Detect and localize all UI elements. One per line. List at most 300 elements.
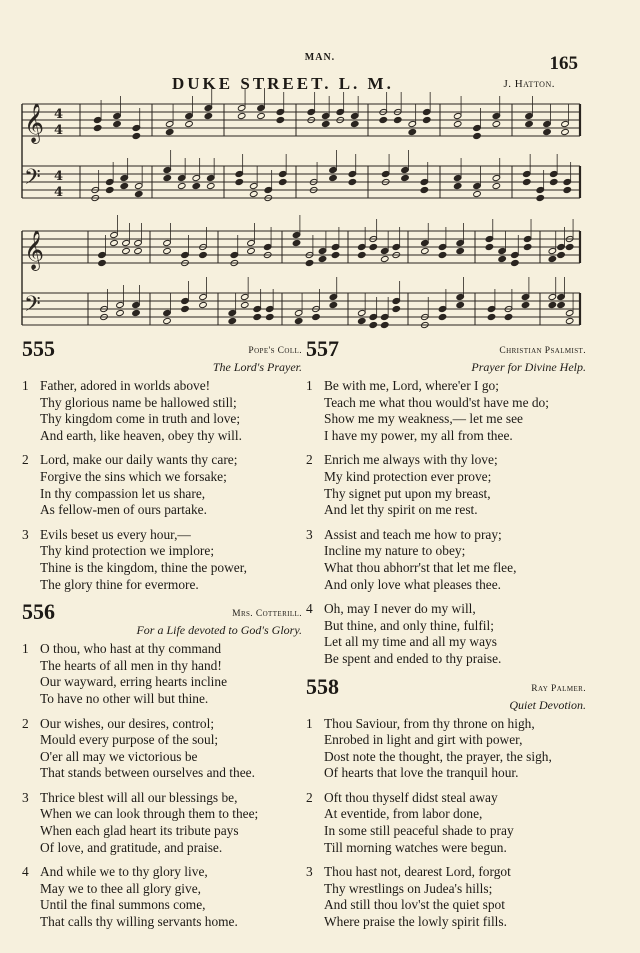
note-head [250, 190, 258, 197]
note-head [408, 128, 416, 135]
note-head [110, 239, 118, 246]
verse-line [22, 897, 302, 914]
note-head [279, 178, 287, 185]
note-head [264, 186, 272, 193]
note-head [523, 243, 531, 250]
verse-text: And still thou lov'st the quiet spot [324, 897, 505, 913]
note-head [93, 116, 101, 123]
verse-text: Mould every purpose of the soul; [40, 732, 219, 748]
note-head [207, 174, 215, 181]
left-column [22, 338, 302, 939]
verse-text: That calls thy willing servants home. [40, 914, 238, 930]
note-head [230, 251, 238, 258]
note-head [98, 251, 106, 258]
hymn-number: 558 [306, 673, 339, 699]
verse-line [22, 527, 302, 544]
verse-text: But thine, and only thine, fulfil; [324, 617, 494, 633]
verse-text: Lord, make our daily wants thy care; [40, 452, 238, 468]
time-signature: 4 [54, 169, 64, 184]
note-head [421, 247, 429, 254]
note-head [241, 301, 249, 308]
verse-line [22, 914, 302, 931]
note-head [132, 124, 140, 131]
note-head [498, 247, 506, 254]
verse-line [22, 840, 302, 857]
verse-line [306, 765, 586, 782]
note-head [561, 128, 569, 135]
verse-line [22, 790, 302, 807]
verse-text: Assist and teach me how to pray; [324, 526, 502, 542]
verse-line [22, 486, 302, 503]
note-head [381, 313, 389, 320]
note-head [453, 182, 461, 189]
verse-line [306, 634, 586, 651]
note-head [178, 174, 186, 181]
verse-line [306, 601, 586, 618]
note-head [548, 301, 556, 308]
note-head [423, 116, 431, 123]
note-head [548, 255, 556, 262]
note-head [181, 305, 189, 312]
note-head [438, 305, 446, 312]
verse-line [306, 527, 586, 544]
verse-text: O thou, who hast at thy command [40, 641, 222, 657]
verse-line [22, 502, 302, 519]
verse-text: I have my power, my all from thee. [324, 427, 513, 443]
note-head [453, 112, 461, 119]
note-head [266, 313, 274, 320]
note-head [485, 243, 493, 250]
verse-text: Incline my nature to obey; [324, 543, 466, 559]
stanza-number: 3 [22, 526, 29, 542]
note-head [307, 108, 315, 115]
note-head [525, 112, 533, 119]
verse-line [22, 691, 302, 708]
note-head [392, 305, 400, 312]
verse-text: What thou abhorr'st that let me flee, [324, 559, 517, 575]
verse-text: O'er all may we victorious be [40, 748, 198, 764]
note-head [348, 178, 356, 185]
note-head [135, 182, 143, 189]
verse-text: Be with me, Lord, where'er I go; [324, 378, 499, 393]
note-head [237, 112, 245, 119]
note-head [438, 313, 446, 320]
note-head [116, 301, 124, 308]
note-head [557, 301, 565, 308]
stanza [22, 716, 302, 782]
note-head [181, 251, 189, 258]
note-head [235, 178, 243, 185]
stanza-number: 3 [306, 864, 313, 880]
note-head [348, 170, 356, 177]
note-head [421, 239, 429, 246]
stanza [22, 527, 302, 593]
note-head [381, 255, 389, 262]
verse-text: Of hearts that love the tranquil hour. [324, 765, 519, 781]
verse-line [22, 864, 302, 881]
verse-text: Thy glorious name be hallowed still; [40, 394, 237, 410]
note-head [565, 309, 573, 316]
note-head [204, 104, 212, 111]
verse-line [22, 823, 302, 840]
note-head [185, 112, 193, 119]
note-head [456, 293, 464, 300]
note-head [163, 166, 171, 173]
verse-line [22, 560, 302, 577]
note-head [250, 182, 258, 189]
note-head [93, 124, 101, 131]
note-head [492, 182, 500, 189]
note-head [358, 251, 366, 258]
verse-line [306, 618, 586, 635]
note-head [322, 112, 330, 119]
stanza [22, 452, 302, 518]
note-head [318, 255, 326, 262]
note-head [453, 120, 461, 127]
verse-line [306, 732, 586, 749]
verse-text: Dost note the thought, the prayer, the sigh, [324, 748, 552, 764]
verse-text: Enrich me always with thy love; [324, 452, 498, 468]
note-head [294, 309, 302, 316]
verse-text: To have no other will but thine. [40, 690, 209, 706]
verse-line [306, 428, 586, 445]
time-signature: 4 [54, 123, 64, 138]
stanza [22, 864, 302, 930]
note-head [106, 186, 114, 193]
note-head [113, 112, 121, 119]
note-head [523, 235, 531, 242]
note-head [116, 309, 124, 316]
note-head [420, 186, 428, 193]
verse-line [306, 864, 586, 881]
note-head [456, 247, 464, 254]
verse-line [22, 378, 302, 395]
note-head [401, 166, 409, 173]
verse-line [22, 641, 302, 658]
note-head [420, 178, 428, 185]
note-head [550, 178, 558, 185]
note-head [369, 313, 377, 320]
note-head [358, 243, 366, 250]
hymn-subtitle: For a Life devoted to God's Glory. [136, 623, 302, 638]
note-head [276, 116, 284, 123]
stanza-number: 1 [22, 641, 29, 657]
note-head [456, 301, 464, 308]
verse-line [22, 716, 302, 733]
note-head [292, 231, 300, 238]
note-head [263, 243, 271, 250]
page-number: 165 [549, 53, 578, 74]
note-head [557, 251, 565, 258]
note-head [178, 182, 186, 189]
note-head [199, 293, 207, 300]
verse-text: That stands between ourselves and thee. [40, 765, 255, 781]
note-head [204, 112, 212, 119]
running-head: MAN. [304, 52, 336, 63]
verse-line [22, 806, 302, 823]
verse-text: Of love, and gratitude, and praise. [40, 839, 223, 855]
note-head [181, 297, 189, 304]
note-head [192, 182, 200, 189]
verse-text: Thrice blest will all our blessings be, [40, 789, 238, 805]
verse-line [22, 395, 302, 412]
verse-text: Evils beset us every hour,— [40, 526, 191, 542]
verse-line [306, 806, 586, 823]
right-column [306, 338, 586, 939]
verse-line [306, 543, 586, 560]
verse-text: Our wayward, erring hearts incline [40, 674, 228, 690]
verse-line [22, 765, 302, 782]
note-head [456, 239, 464, 246]
note-head [331, 243, 339, 250]
note-head [473, 190, 481, 197]
note-head [237, 104, 245, 111]
note-head [521, 293, 529, 300]
note-head [106, 178, 114, 185]
verse-line [22, 674, 302, 691]
verse-text: Teach me what thou would'st have me do; [324, 394, 549, 410]
stanza-number: 2 [22, 715, 29, 731]
verse-text: Thou hast not, dearest Lord, forgot [324, 864, 511, 880]
note-head [394, 116, 402, 123]
note-head [120, 174, 128, 181]
note-head [511, 251, 519, 258]
note-head [563, 178, 571, 185]
verse-line [306, 486, 586, 503]
note-head [163, 247, 171, 254]
verse-text: Enrobed in light and girt with power, [324, 732, 523, 748]
hymn-source: Pope's Coll. [248, 346, 302, 356]
verse-text: Oft thou thyself didst steal away [324, 789, 498, 805]
verse-text: My kind protection ever prove; [324, 468, 492, 484]
verse-line [306, 452, 586, 469]
note-head [322, 120, 330, 127]
hymn-number: 556 [22, 599, 55, 625]
note-head [132, 132, 140, 139]
stanza [22, 378, 302, 444]
verse-line [22, 732, 302, 749]
verse-line [306, 840, 586, 857]
hymn-number: 557 [306, 336, 339, 361]
note-head [163, 239, 171, 246]
note-head [110, 231, 118, 238]
note-head [253, 313, 261, 320]
note-head [120, 182, 128, 189]
verse-text: At eventide, from labor done, [324, 806, 483, 822]
hymn-subtitle: The Lord's Prayer. [212, 360, 302, 374]
verse-text: And only love what pleases thee. [324, 576, 502, 592]
note-head [305, 259, 313, 266]
note-head [492, 120, 500, 127]
note-head [523, 178, 531, 185]
verse-line [22, 411, 302, 428]
verse-line [22, 543, 302, 560]
note-head [536, 186, 544, 193]
note-head [329, 293, 337, 300]
note-head [257, 104, 265, 111]
verse-text: Thy kind protection we implore; [40, 543, 215, 559]
stanza [306, 452, 586, 518]
note-head [543, 128, 551, 135]
note-head [329, 166, 337, 173]
verse-text: Until the final summons come, [40, 897, 206, 913]
hymn-header [306, 673, 586, 699]
note-head [565, 243, 573, 250]
verse-text: In some still peaceful shade to pray [324, 823, 514, 839]
note-head [498, 255, 506, 262]
verse-text: And while we to thy glory live, [40, 864, 208, 880]
verse-text: When we can look through them to thee; [40, 806, 259, 822]
hymn-source: Ray Palmer. [531, 683, 586, 694]
stanza-number: 3 [306, 526, 313, 542]
stanza-number: 1 [306, 378, 313, 393]
note-head [485, 235, 493, 242]
note-head [550, 170, 558, 177]
verse-text: Oh, may I never do my will, [324, 601, 476, 617]
tune-title: DUKE STREET. L. M. [172, 74, 394, 93]
verse-text: The glory thine for evermore. [40, 576, 199, 592]
note-head [266, 305, 274, 312]
note-head [521, 301, 529, 308]
hymn-header [22, 338, 302, 360]
stanza-number: 1 [306, 715, 313, 731]
verse-text: Thy wrestlings on Judea's hills; [324, 880, 493, 896]
verse-text: As fellow-men of ours partake. [40, 502, 207, 518]
hymn-557 [306, 338, 586, 668]
verse-text: Father, adored in worlds above! [40, 378, 211, 393]
stanza [306, 527, 586, 593]
note-head [392, 243, 400, 250]
verse-line [306, 651, 586, 668]
note-head [163, 309, 171, 316]
note-head [132, 309, 140, 316]
note-head [379, 116, 387, 123]
verse-line [22, 577, 302, 594]
verse-line [22, 749, 302, 766]
note-head [228, 317, 236, 324]
verse-text: Our wishes, our desires, control; [40, 715, 215, 731]
note-head [336, 108, 344, 115]
note-head [98, 259, 106, 266]
note-head [199, 251, 207, 258]
treble-clef-icon: 𝄞 [24, 230, 45, 270]
verse-line [306, 749, 586, 766]
note-head [132, 301, 140, 308]
stanza-number: 2 [306, 789, 313, 805]
note-head [557, 243, 565, 250]
note-head [511, 259, 519, 266]
verse-line [306, 716, 586, 733]
verse-text: Thy kingdom come in truth and love; [40, 411, 241, 427]
time-signature: 4 [54, 185, 64, 200]
note-head [492, 112, 500, 119]
verse-line [306, 881, 586, 898]
stanza-number: 3 [22, 789, 29, 805]
note-head [294, 317, 302, 324]
note-head [235, 170, 243, 177]
stanza [306, 601, 586, 667]
stanza [306, 864, 586, 930]
note-head [408, 120, 416, 127]
hymn-number: 555 [22, 336, 55, 361]
verse-line [306, 560, 586, 577]
stanza [306, 716, 586, 782]
note-head [135, 190, 143, 197]
note-head [185, 120, 193, 127]
treble-clef-icon: 𝄞 [24, 103, 45, 143]
verse-text: And earth, like heaven, obey thy will. [40, 427, 242, 443]
hymn-556 [22, 601, 302, 931]
verse-line [306, 411, 586, 428]
note-head [557, 293, 565, 300]
time-signature: 4 [54, 107, 64, 122]
stanza [306, 790, 586, 856]
note-head [381, 170, 389, 177]
note-head [312, 313, 320, 320]
verse-line [306, 577, 586, 594]
note-head [369, 243, 377, 250]
verse-text: And let thy spirit on me rest. [324, 502, 478, 518]
note-head [487, 313, 495, 320]
bass-clef-icon: 𝄢 [24, 165, 41, 195]
note-head [351, 120, 359, 127]
note-head [381, 321, 389, 328]
note-head [473, 124, 481, 131]
note-head [165, 120, 173, 127]
note-head [247, 247, 255, 254]
music-score [0, 0, 640, 335]
note-head [253, 305, 261, 312]
verse-text: Forgive the sins which we forsake; [40, 468, 227, 484]
note-head [207, 182, 215, 189]
stanza [22, 790, 302, 856]
note-head [292, 239, 300, 246]
note-head [331, 251, 339, 258]
note-head [351, 112, 359, 119]
note-head [536, 194, 544, 201]
stanza-number: 1 [22, 378, 29, 393]
note-head [492, 174, 500, 181]
note-head [165, 128, 173, 135]
note-head [257, 112, 265, 119]
verse-text: Till morning watches were begun. [324, 839, 507, 855]
hymn-source: Mrs. Cotterill. [232, 609, 302, 620]
note-head [504, 313, 512, 320]
stanza [22, 641, 302, 707]
verse-text: Show me my weakness,— let me see [324, 411, 523, 427]
note-head [241, 293, 249, 300]
note-head [163, 317, 171, 324]
verse-line [22, 469, 302, 486]
note-head [401, 174, 409, 181]
verse-text: When each glad heart its tribute pays [40, 823, 239, 839]
stanza [306, 378, 586, 444]
note-head [548, 293, 556, 300]
note-head [134, 239, 142, 246]
note-head [122, 239, 130, 246]
hymn-subtitle: Prayer for Divine Help. [471, 360, 586, 374]
verse-text: The hearts of all men in thy hand! [40, 657, 222, 673]
note-head [525, 120, 533, 127]
verse-line [306, 823, 586, 840]
note-head [473, 182, 481, 189]
note-head [134, 247, 142, 254]
verse-line [306, 395, 586, 412]
verse-line [306, 378, 586, 395]
note-head [392, 297, 400, 304]
verse-line [306, 897, 586, 914]
note-head [548, 247, 556, 254]
